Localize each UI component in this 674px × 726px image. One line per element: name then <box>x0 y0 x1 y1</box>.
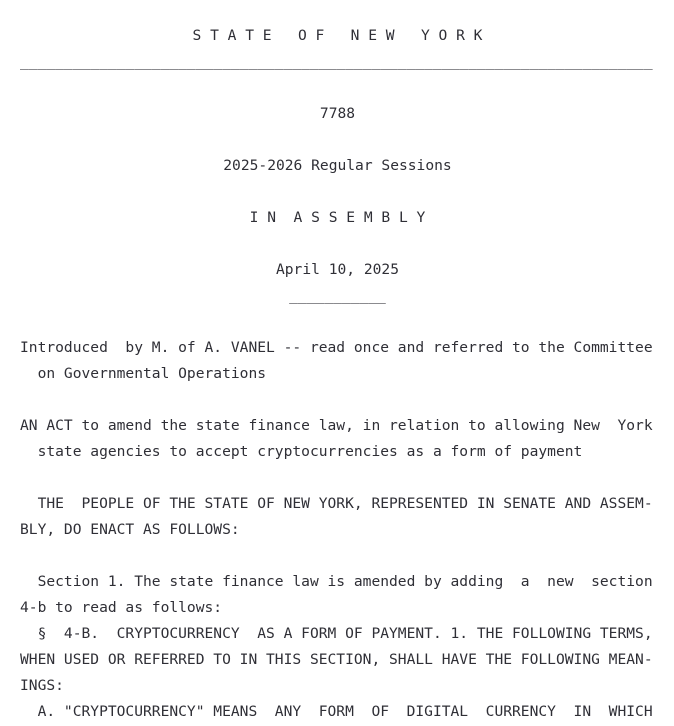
spacer <box>20 127 655 153</box>
act-line: AN ACT to amend the state finance law, in relation to allowing New York <box>20 417 653 434</box>
introduced-date: April 10, 2025 <box>275 261 399 278</box>
bill-number: 7788 <box>319 105 356 122</box>
body-line: A. "CRYPTOCURRENCY" MEANS ANY FORM OF DIGITAL CURRENCY IN WHICH <box>20 703 653 720</box>
state-header: S T A T E O F N E W Y O R K <box>192 27 483 44</box>
body-line: § 4-B. CRYPTOCURRENCY AS A FORM OF PAYMENT. 1. THE FOLLOWING TERMS, <box>20 625 653 642</box>
spacer <box>20 309 655 335</box>
spacer <box>20 543 655 569</box>
date-rule: ___________ <box>289 287 386 304</box>
body-line: WHEN USED OR REFERRED TO IN THIS SECTION, SHALL HAVE THE FOLLOWING MEAN- <box>20 651 653 668</box>
spacer <box>20 387 655 413</box>
sponsor-line: Introduced by M. of A. VANEL -- read once and referred to the Committee <box>20 339 653 356</box>
body-line: INGS: <box>20 677 64 694</box>
act-clause <box>20 413 655 465</box>
enacting-line: THE PEOPLE OF THE STATE OF NEW YORK, REPRESENTED IN SENATE AND ASSEM- <box>20 495 653 512</box>
body-line: 4-b to read as follows: <box>20 599 223 616</box>
enacting-line: BLY, DO ENACT AS FOLLOWS: <box>20 521 240 538</box>
session-line: 2025-2026 Regular Sessions <box>223 157 452 174</box>
act-line: state agencies to accept cryptocurrencies as a form of payment <box>20 443 583 460</box>
sponsor-clause <box>20 335 655 387</box>
bill-body <box>20 569 655 725</box>
spacer <box>20 231 655 257</box>
spacer <box>20 465 655 491</box>
body-line: Section 1. The state finance law is amended by adding a new section <box>20 573 653 590</box>
top-rule: ________________________________________________________________________ <box>20 53 653 70</box>
chamber-line: I N A S S E M B L Y <box>249 209 426 226</box>
enacting-clause <box>20 491 655 543</box>
sponsor-line: on Governmental Operations <box>20 365 267 382</box>
spacer <box>20 75 655 101</box>
spacer <box>20 179 655 205</box>
